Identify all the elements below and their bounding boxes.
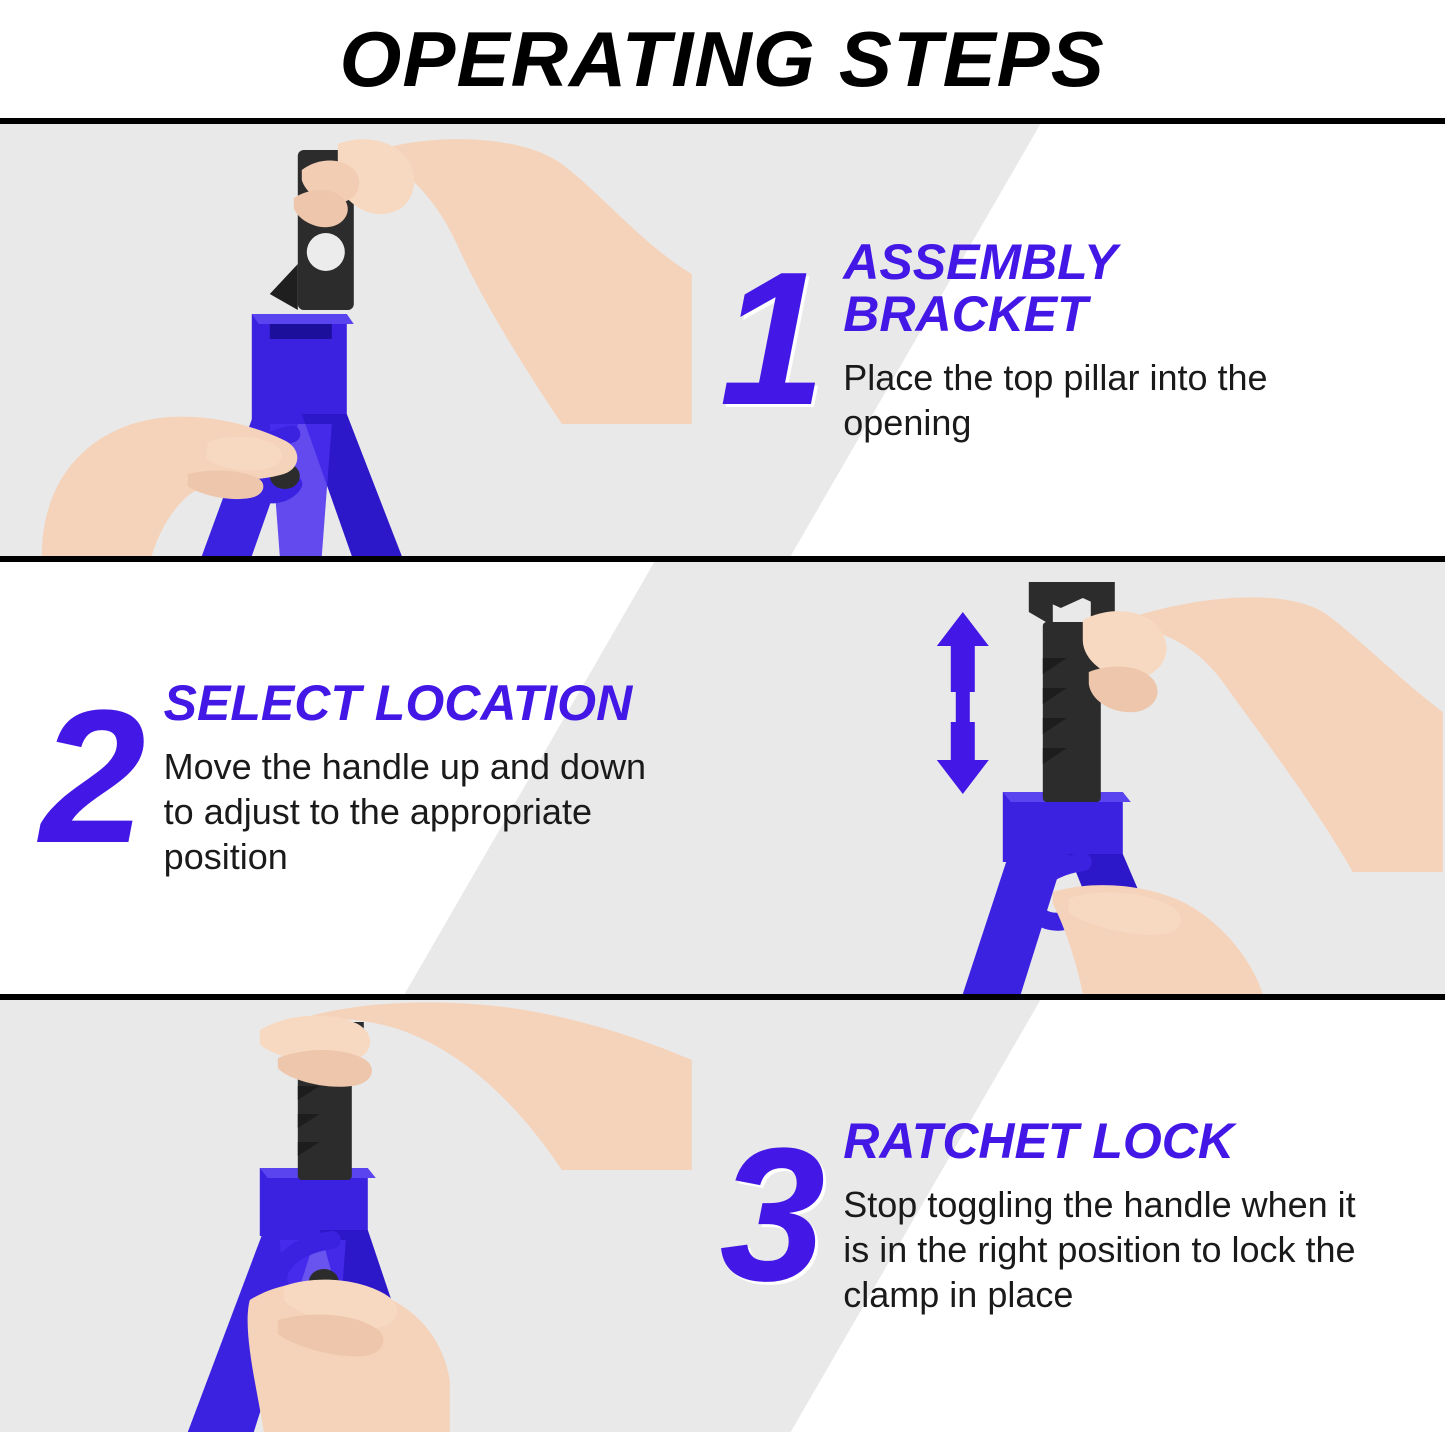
step-number-3: 3 xyxy=(719,1109,826,1322)
step-text-2 xyxy=(0,562,751,994)
step-text-3 xyxy=(694,1000,1445,1432)
step-heading-3: RATCHET LOCK xyxy=(843,1113,1234,1170)
step-panel-3 xyxy=(0,1000,1445,1432)
up-down-arrow-icon xyxy=(937,612,989,794)
step-text-1 xyxy=(694,124,1445,556)
step-body-3: Stop toggling the handle when it is in the right position to lock the clamp in place xyxy=(843,1183,1356,1315)
step-heading-2: SELECT LOCATION xyxy=(163,675,633,732)
step-panel-2 xyxy=(0,562,1445,994)
step-image-2 xyxy=(751,562,1445,994)
step-number-1: 1 xyxy=(719,233,826,446)
title-bar xyxy=(0,0,1445,118)
step-body-1: Place the top pillar into the opening xyxy=(843,356,1268,443)
step-body-2: Move the handle up and down to adjust to the appropriate position xyxy=(163,745,647,877)
step-number-2: 2 xyxy=(40,671,146,884)
step-image-1 xyxy=(0,124,694,556)
page-title: OPERATING STEPS xyxy=(339,14,1106,103)
step-image-3 xyxy=(0,1000,694,1432)
step-panel-1 xyxy=(0,124,1445,556)
step-heading-1: ASSEMBLY BRACKET xyxy=(843,233,1117,342)
